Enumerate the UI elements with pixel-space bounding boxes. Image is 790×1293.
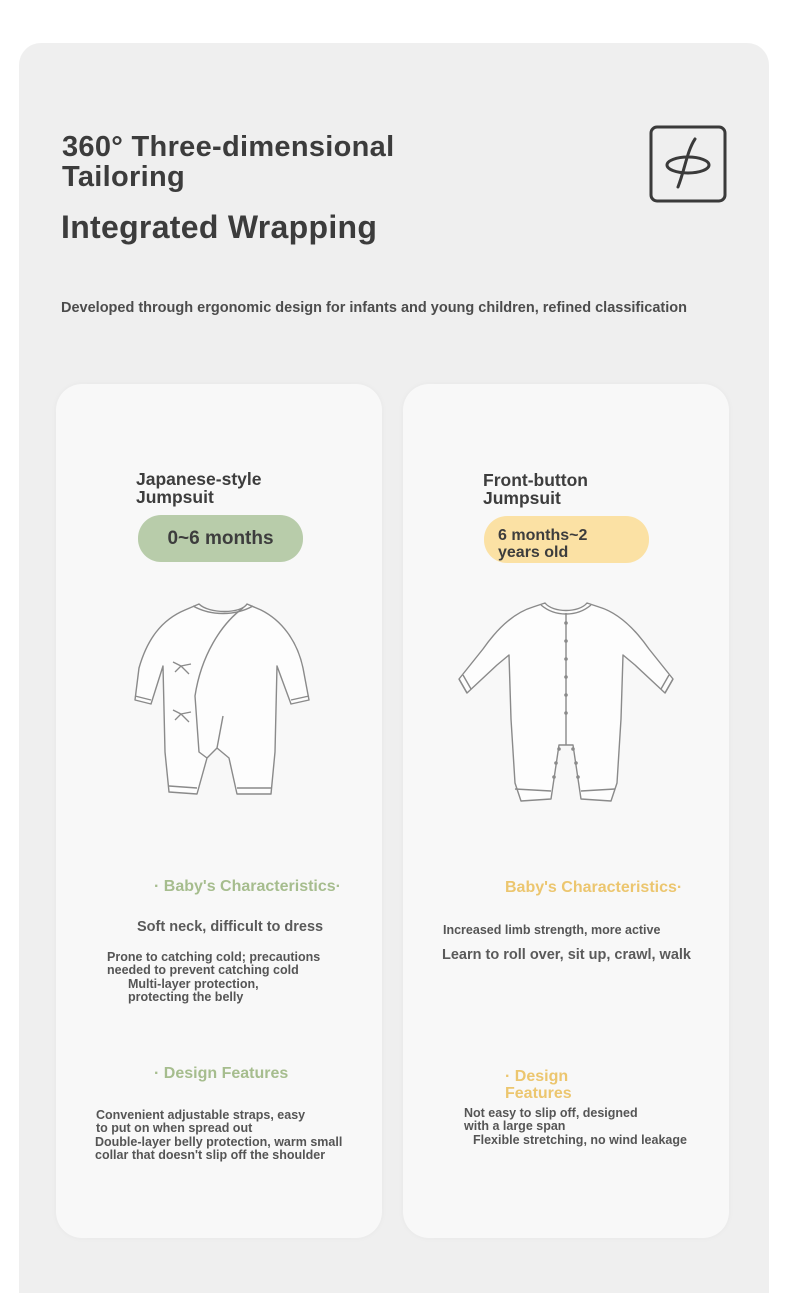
feature-item: Convenient adjustable straps, easy to put on when spread out (96, 1108, 306, 1135)
characteristic-item: Learn to roll over, sit up, crawl, walk (442, 947, 691, 963)
features-title: · Design Features (154, 1065, 289, 1082)
age-badge: 0~6 months (138, 515, 303, 562)
features-title: · Design Features (505, 1068, 572, 1102)
product-card-japanese-style (56, 384, 382, 1238)
product-name: Japanese-style Jumpsuit (136, 469, 262, 507)
kimono-jumpsuit-icon (131, 596, 316, 811)
button-jumpsuit-icon (457, 599, 675, 809)
product-card-front-button (403, 384, 729, 1238)
feature-item: Double-layer belly protection, warm small collar that doesn't slip off the shoulder (95, 1135, 343, 1162)
age-badge: 6 months~2 years old (484, 516, 649, 563)
product-name: Front-button Jumpsuit (483, 470, 588, 508)
feature-item: Not easy to slip off, designed with a large span (464, 1106, 638, 1133)
characteristics-title: Baby's Characteristics· (505, 879, 683, 896)
characteristics-title: · Baby's Characteristics· (154, 878, 341, 895)
characteristic-item: Multi-layer protection, protecting the belly (128, 977, 259, 1004)
subheadline: Integrated Wrapping (61, 209, 378, 245)
needle-thread-icon (649, 125, 727, 203)
characteristic-item: Soft neck, difficult to dress (137, 919, 324, 935)
characteristic-item: Increased limb strength, more active (443, 923, 661, 937)
feature-item: Flexible stretching, no wind leakage (473, 1133, 687, 1147)
characteristic-item: Prone to catching cold; precautions needed to prevent catching cold (107, 950, 321, 977)
tagline: Developed through ergonomic design for infants and young children, refined classification (61, 300, 687, 316)
headline: 360° Three-dimensional Tailoring (62, 131, 395, 193)
